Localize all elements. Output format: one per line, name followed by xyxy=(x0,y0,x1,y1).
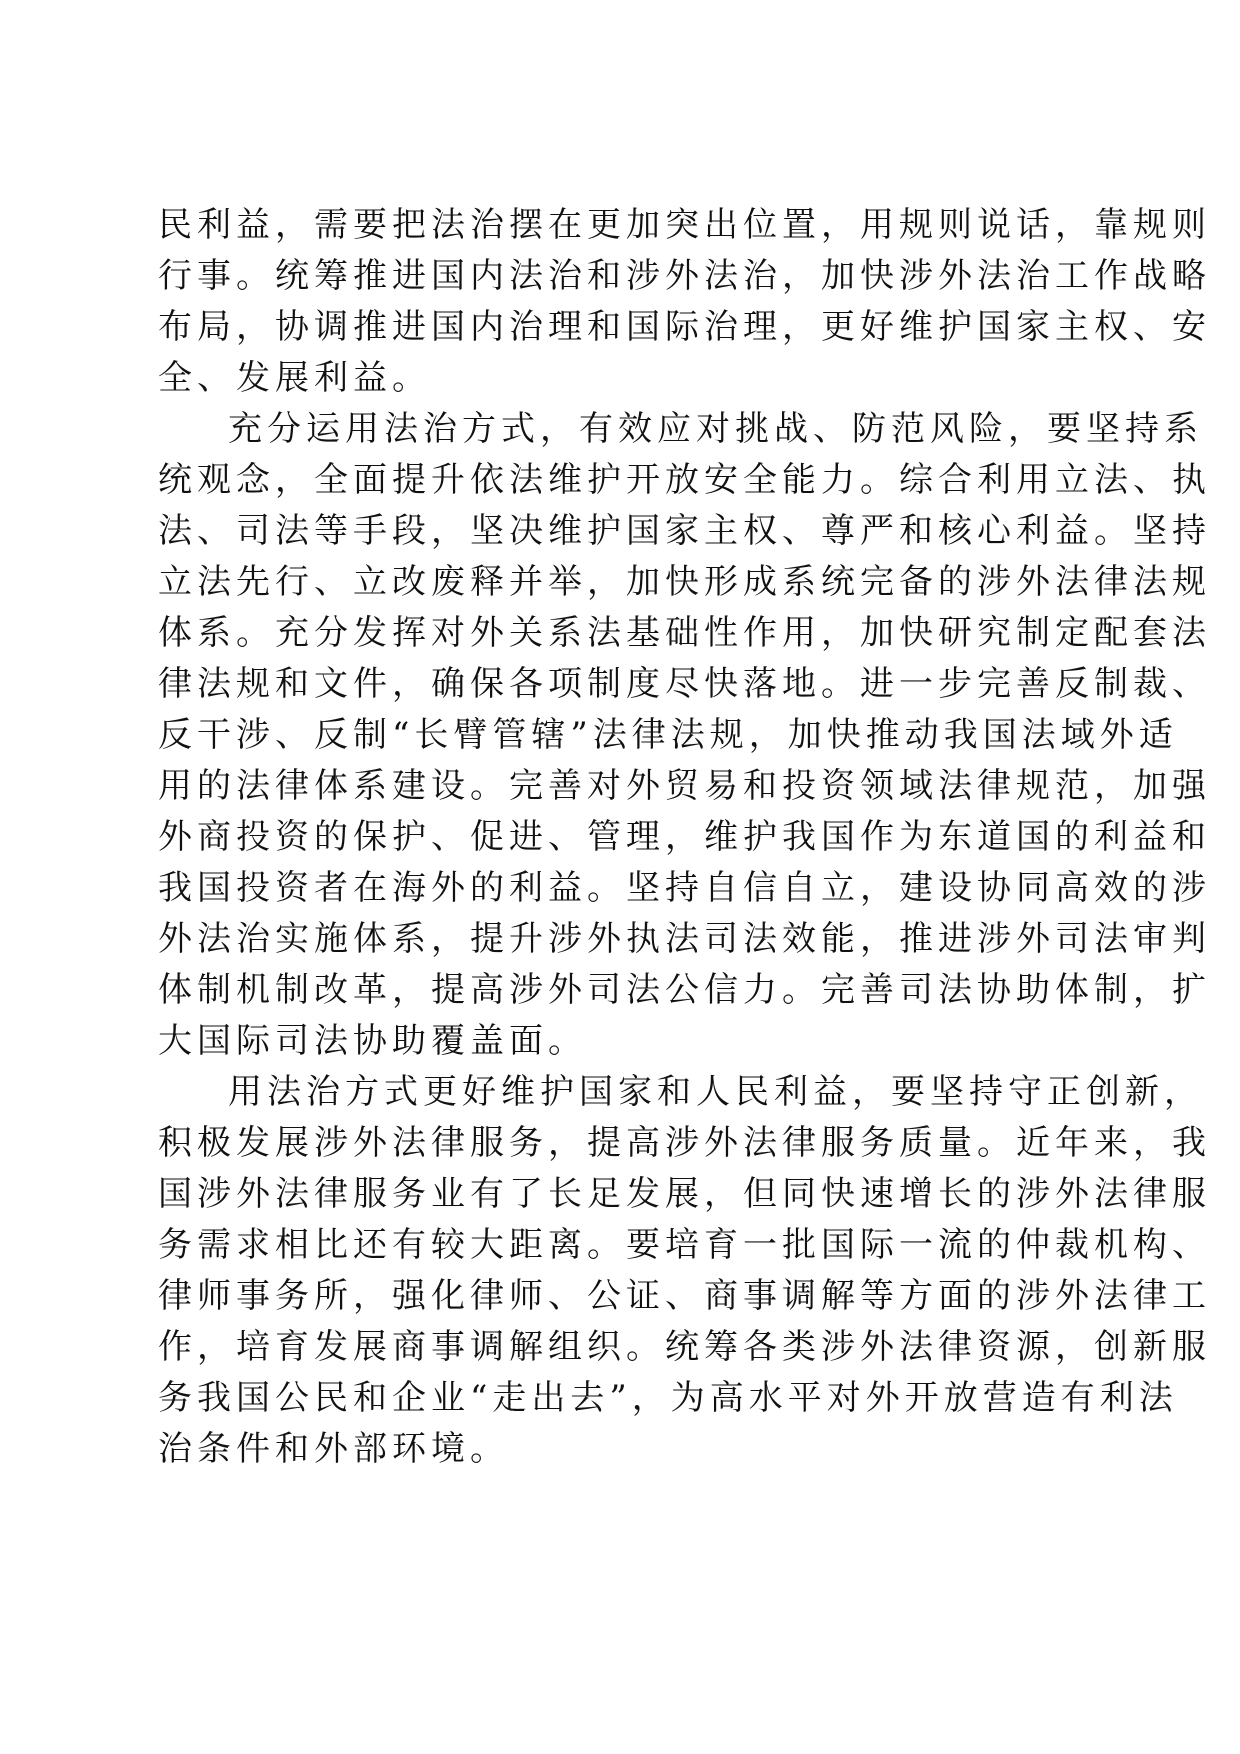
text-line: 用法治方式更好维护国家和人民利益，要坚持守正创新， xyxy=(228,1072,1203,1112)
text-line: 反干涉、反制“长臂管辖”法律法规，加快推动我国法域外适 xyxy=(158,715,1178,755)
paragraph-2 xyxy=(158,404,1211,1067)
text-line: 我国投资者在海外的利益。坚持自信自立，建设协同高效的涉 xyxy=(158,868,1211,908)
text-line: 民利益，需要把法治摆在更加突出位置，用规则说话，靠规则 xyxy=(158,205,1211,245)
text-line: 行事。统筹推进国内法治和涉外法治，加快涉外法治工作战略 xyxy=(158,256,1211,296)
text-line: 体系。充分发挥对外关系法基础性作用，加快研究制定配套法 xyxy=(158,613,1211,653)
text-line: 务我国公民和企业“走出去”，为高水平对外开放营造有利法 xyxy=(158,1378,1178,1418)
text-line: 充分运用法治方式，有效应对挑战、防范风险，要坚持系 xyxy=(228,409,1203,449)
text-line: 律师事务所，强化律师、公证、商事调解等方面的涉外法律工 xyxy=(158,1276,1211,1316)
text-line: 务需求相比还有较大距离。要培育一批国际一流的仲裁机构、 xyxy=(158,1225,1211,1265)
text-line: 全、发展利益。 xyxy=(158,358,431,398)
text-line: 积极发展涉外法律服务，提高涉外法律服务质量。近年来，我 xyxy=(158,1123,1211,1163)
text-line: 立法先行、立改废释并举，加快形成系统完备的涉外法律法规 xyxy=(158,562,1211,602)
text-line: 外商投资的保护、促进、管理，维护我国作为东道国的利益和 xyxy=(158,817,1211,857)
paragraph-3 xyxy=(158,1067,1211,1475)
text-line: 布局，协调推进国内治理和国际治理，更好维护国家主权、安 xyxy=(158,307,1211,347)
text-line: 法、司法等手段，坚决维护国家主权、尊严和核心利益。坚持 xyxy=(158,511,1211,551)
text-line: 外法治实施体系，提升涉外执法司法效能，推进涉外司法审判 xyxy=(158,919,1211,959)
document-body xyxy=(158,200,1211,1475)
text-line: 大国际司法协助覆盖面。 xyxy=(158,1021,587,1061)
text-line: 体制机制改革，提高涉外司法公信力。完善司法协助体制，扩 xyxy=(158,970,1211,1010)
text-line: 律法规和文件，确保各项制度尽快落地。进一步完善反制裁、 xyxy=(158,664,1211,704)
paragraph-1 xyxy=(158,200,1211,404)
text-line: 统观念，全面提升依法维护开放安全能力。综合利用立法、执 xyxy=(158,460,1211,500)
text-line: 国涉外法律服务业有了长足发展，但同快速增长的涉外法律服 xyxy=(158,1174,1211,1214)
text-line: 治条件和外部环境。 xyxy=(158,1429,509,1469)
text-line: 作，培育发展商事调解组织。统筹各类涉外法律资源，创新服 xyxy=(158,1327,1211,1367)
text-line: 用的法律体系建设。完善对外贸易和投资领域法律规范，加强 xyxy=(158,766,1211,806)
